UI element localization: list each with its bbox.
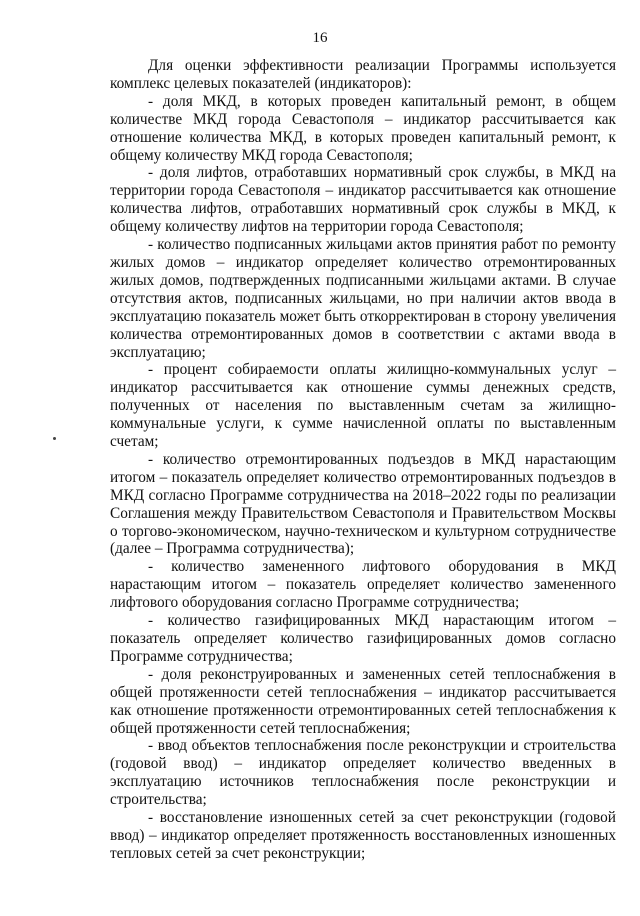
- indicator-gasified-buildings: - количество газифицированных МКД нарастающим итогом – показатель определяет количество газифицированных домов согласно Программе сотрудничества;: [110, 612, 616, 665]
- indicator-heat-objects-commissioning: - ввод объектов теплоснабжения после реконструкции и строительства (годовой ввод) – индикатор определяет количество введенных в эксплуатацию источников теплоснабжения после реконструкции и строительства;: [110, 737, 616, 809]
- document-body: [110, 57, 616, 863]
- margin-dot: [53, 437, 56, 440]
- intro-paragraph: Для оценки эффективности реализации Программы используется комплекс целевых показателей (индикаторов):: [110, 57, 616, 92]
- indicator-payment-collection-percent: - процент собираемости оплаты жилищно-коммунальных услуг – индикатор рассчитывается как отношение суммы денежных средств, полученных от населения по выставленным счетам за жилищно-коммунальные услуги, к сумме начисленной оплаты по выставленным счетам;: [110, 361, 616, 451]
- page-number: 16: [312, 30, 328, 46]
- indicator-elevators-expired-share: - доля лифтов, отработавших нормативный срок службы, в МКД на территории города Севастополя – индикатор рассчитывается как отношение количества лифтов, отработавших нормативный срок службы в МКД, к общему количеству лифтов на территории города Севастополя;: [110, 164, 616, 236]
- indicator-repaired-entrances-count: - количество отремонтированных подъездов в МКД нарастающим итогом – показатель определяет количество отремонтированных подъездов в МКД согласно Программе сотрудничества на 2018–2022 годы по реализации Соглашения между Правительством Севастополя и Правительством Москвы о торгово-экономическом, научно-техническом и культурном сотрудничестве (далее – Программа сотрудничества);: [110, 450, 616, 558]
- indicator-capital-repair-share: - доля МКД, в которых проведен капитальный ремонт, в общем количестве МКД города Севастополя – индикатор рассчитывается как отношение количества МКД, в которых проведен капитальный ремонт, к общему количеству МКД города Севастополя;: [110, 92, 616, 164]
- indicator-networks-restoration: - восстановление изношенных сетей за счет реконструкции (годовой ввод) – индикатор определяет протяженность восстановленных изношенных тепловых сетей за счет реконструкции;: [110, 809, 616, 862]
- indicator-replaced-elevator-equipment: - количество замененного лифтового оборудования в МКД нарастающим итогом – показатель определяет количество замененного лифтового оборудования согласно Программе сотрудничества;: [110, 558, 616, 612]
- indicator-heat-networks-share: - доля реконструированных и замененных сетей теплоснабжения в общей протяженности сетей теплоснабжения – индикатор рассчитывается как отношение протяженности отремонтированных сетей теплоснабжения к общей протяженности сетей теплоснабжения;: [110, 665, 616, 737]
- indicator-signed-acts-count: - количество подписанных жильцами актов принятия работ по ремонту жилых домов – индикатор определяет количество отремонтированных жилых домов, подтвержденных подписанными жильцами актами. В случае отсутствия актов, подписанных жильцами, но при наличии актов ввода в эксплуатацию показатель может быть откорректирован в сторону увеличения количества отремонтированных домов в соответствии с актами ввода в эксплуатацию;: [110, 236, 616, 361]
